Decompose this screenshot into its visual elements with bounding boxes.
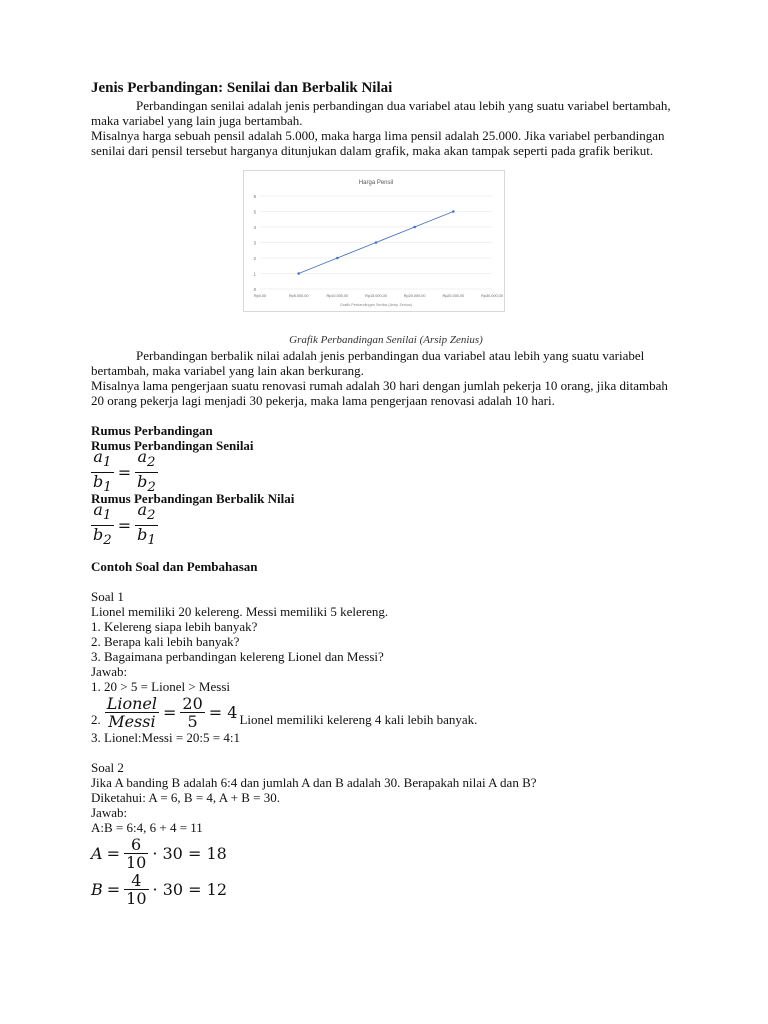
y-tick-label: 2	[253, 256, 256, 261]
x-tick-label: Rp30.000,00	[481, 294, 503, 298]
soal1-a2-num: Lionel	[106, 693, 158, 713]
data-point	[375, 241, 378, 244]
soal1-a1: 1. 20 > 5 = Lionel > Messi	[91, 679, 230, 694]
soal2-b-den: 10	[126, 888, 147, 908]
soal1-a2-num2: 20	[182, 693, 203, 713]
y-tick-label: 3	[253, 240, 256, 246]
soal1-q2: 2. Berapa kali lebih banyak?	[91, 634, 240, 649]
soal1-a3: 3. Lionel:Messi = 20:5 = 4:1	[91, 730, 240, 745]
soal1-q3: 3. Bagaimana perbandingan kelereng Lionel dan Messi?	[91, 649, 384, 664]
soal2-a-rest: · 30 = 18	[152, 843, 227, 863]
soal2-b-formula: B = $\frac{4}{10}$ · 30 = 12	[91, 870, 227, 908]
x-tick-label: Rp5.000,00	[288, 294, 309, 298]
x-tick-label: Rp0,00	[253, 294, 267, 298]
chart-container	[91, 158, 681, 333]
data-point	[336, 257, 339, 260]
soal1-a2-result: = 4	[208, 702, 238, 722]
paragraph-berbalik-definition: Perbandingan berbalik nilai adalah jenis perbandingan dua variabel atau lebih yang suatu variabel bertambah, maka variabel yang lain akan berkurang.	[91, 348, 645, 378]
soal2-b-lhs: B	[91, 879, 103, 899]
page-title: Jenis Perbandingan: Senilai dan Berbalik Nilai	[91, 80, 393, 96]
document-page	[91, 80, 681, 907]
y-tick-label: 6	[253, 194, 256, 199]
y-tick-label: 0	[253, 287, 256, 292]
chart-caption: Grafik Perbandingan Senilai (Arsip Zenius)	[289, 334, 483, 346]
soal2-a-formula: A = $\frac{6}{10}$ · 30 = 18	[91, 834, 227, 872]
chart-frame	[243, 170, 505, 312]
y-tick-label: 4	[253, 225, 256, 230]
y-tick-label: 1	[253, 271, 256, 277]
y-tick-label: 5	[253, 209, 256, 215]
soal2-jawab: Jawab:	[91, 805, 128, 820]
soal2-ratio: A:B = 6:4, 6 + 4 = 11	[91, 820, 203, 835]
data-point	[452, 210, 455, 213]
rumus-heading: Rumus Perbandingan	[91, 423, 213, 438]
harga-pensil-chart	[244, 171, 504, 311]
soal2-text: Jika A banding B adalah 6:4 dan jumlah A dan B adalah 30. Berapakah nilai A dan B?	[91, 775, 537, 790]
data-point	[413, 226, 416, 229]
soal2-a-num: 6	[124, 836, 148, 854]
contoh-heading: Contoh Soal dan Pembahasan	[91, 559, 258, 574]
chart-inner-caption: Grafik Perbandingan Senilai (Arsip Zenius)	[340, 303, 412, 307]
soal1-text: Lionel memiliki 20 kelereng. Messi memiliki 5 kelereng.	[91, 604, 389, 619]
rumus-senilai-formula: $\frac{a_1}{b_1}$ = $\frac{a_2}{b_2}$	[93, 447, 156, 495]
soal2-b-rest: · 30 = 12	[152, 879, 227, 899]
data-point	[297, 272, 300, 275]
rumus-berbalik-heading: Rumus Perbandingan Berbalik Nilai	[91, 491, 295, 506]
paragraph-berbalik-example: Misalnya lama pengerjaan suatu renovasi rumah adalah 30 hari dengan jumlah pekerja 10 orang, jika ditambah 20 orang pekerja lagi menjadi 30 pekerja, maka lama pengerjaan renovasi adalah 10 hari.	[91, 378, 668, 408]
soal1-a2-text: Lionel memiliki kelereng 4 kali lebih banyak.	[239, 712, 478, 727]
soal1-title: Soal 1	[91, 589, 124, 604]
x-tick-label: Rp25.000,00	[442, 294, 465, 298]
soal1-jawab: Jawab:	[91, 664, 128, 679]
soal2-a-den: 10	[125, 852, 147, 872]
paragraph-senilai-definition: Perbandingan senilai adalah jenis perbandingan dua variabel atau lebih yang suatu variabel bertambah, maka variabel yang lain juga bertambah.	[91, 98, 671, 128]
x-tick-label: Rp15.000,00	[365, 294, 387, 298]
soal1-a2-prefix: 2.	[91, 712, 101, 727]
soal1-a2-den: Messi	[108, 711, 156, 731]
chart-title: Harga Pensil	[358, 180, 394, 186]
soal1-a2-den2: 5	[187, 711, 198, 731]
x-tick-label: Rp20.000,00	[403, 294, 426, 298]
soal1-a2: 2. $\frac{\text{Lionel}}{\text{Messi}}$ = $\frac{20}{5}$ = 4 Lionel memiliki kelereng 4 kali lebih banyak.	[91, 693, 478, 731]
paragraph-senilai-example: Misalnya harga sebuah pensil adalah 5.000, maka harga lima pensil adalah 25.000. Jika variabel perbandingan senilai dari pensil tersebut harganya ditunjukan dalam grafik, maka akan tampak seperti pada grafik berikut.	[91, 128, 665, 158]
soal2-a-lhs: A	[91, 843, 103, 863]
soal1-q1: 1. Kelereng siapa lebih banyak?	[91, 619, 258, 634]
rumus-berbalik-formula: $\frac{a_1}{b_2}$ = $\frac{a_2}{b_1}$	[93, 500, 156, 548]
soal2-b-num: 4	[124, 872, 148, 890]
soal2-diketahui: Diketahui: A = 6, B = 4, A + B = 30.	[91, 790, 280, 805]
soal2-title: Soal 2	[91, 760, 124, 775]
x-tick-label: Rp10.000,00	[326, 294, 349, 298]
rumus-senilai-heading: Rumus Perbandingan Senilai	[91, 438, 254, 453]
